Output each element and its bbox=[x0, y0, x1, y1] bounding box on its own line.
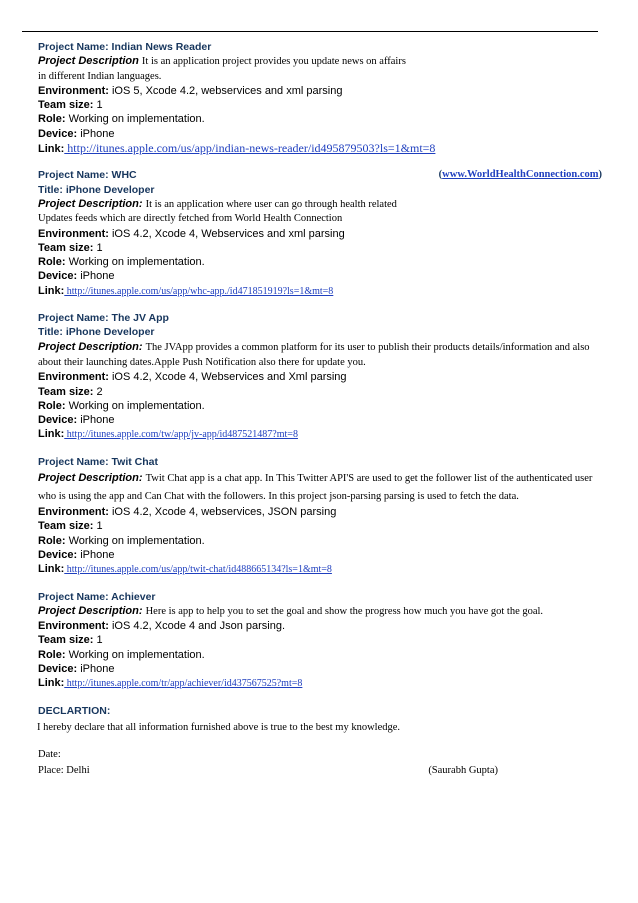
declaration-section bbox=[38, 704, 602, 779]
website-link-wrap: (www.WorldHealthConnection.com) bbox=[438, 169, 602, 181]
website-link[interactable]: www.WorldHealthConnection.com bbox=[442, 169, 599, 181]
project-link: Link: http://itunes.apple.com/tw/app/jv-app/id487521487?mt=8 bbox=[38, 428, 298, 441]
signature: (Saurabh Gupta) bbox=[428, 764, 498, 776]
project-team-size: Team size: 2 bbox=[38, 385, 103, 398]
declaration-heading: DECLARTION: bbox=[38, 704, 111, 717]
project-team-size: Team size: 1 bbox=[38, 520, 103, 533]
date-label: Date: bbox=[38, 748, 61, 760]
project-description: Project Description: Twit Chat app is a chat app. In This Twitter API'S are used to get the follower list of the authenticated user bbox=[38, 472, 593, 485]
project-role: Role: Working on implementation. bbox=[38, 648, 205, 661]
project-device: Device: iPhone bbox=[38, 662, 115, 675]
project-title: Title: iPhone Developer bbox=[38, 326, 155, 339]
project-team-size: Team size: 1 bbox=[38, 634, 103, 647]
project-role: Role: Working on implementation. bbox=[38, 399, 205, 412]
project-description: Project Description: Here is app to help you to set the goal and show the progress how much you have got the goal. bbox=[38, 604, 544, 617]
project-indian-news-reader bbox=[38, 40, 602, 156]
project-link: Link: http://itunes.apple.com/tr/app/achiever/id437567525?mt=8 bbox=[38, 677, 303, 690]
project-name: Project Name: Achiever bbox=[38, 590, 156, 603]
project-achiever bbox=[38, 590, 602, 692]
project-environment: Environment: iOS 4.2, Xcode 4, Webservices and Xml parsing bbox=[38, 371, 347, 384]
project-jv-app bbox=[38, 311, 602, 443]
project-role: Role: Working on implementation. bbox=[38, 113, 205, 126]
top-rule bbox=[22, 31, 598, 32]
project-name: Project Name: Indian News Reader bbox=[38, 41, 212, 53]
project-description-cont: who is using the app and Can Chat with the followers. In this project json-parsing parsing is used to fetch the data. bbox=[38, 491, 519, 503]
project-twit-chat bbox=[38, 455, 602, 578]
project-link: Link: http://itunes.apple.com/us/app/twit-chat/id488665134?ls=1&mt=8 bbox=[38, 563, 332, 576]
project-description: Project Description: The JVApp provides a common platform for its user to publish their products details/information and also about their launching dates.Apple Push Notification also there for update you. bbox=[38, 340, 590, 368]
project-name: Project Name: The JV App bbox=[38, 312, 169, 325]
project-device: Device: iPhone bbox=[38, 414, 115, 427]
project-device: Device: iPhone bbox=[38, 270, 115, 283]
project-link: Link: http://itunes.apple.com/us/app/indian-news-reader/id495879503?ls=1&mt=8 bbox=[38, 141, 436, 156]
project-role: Role: Working on implementation. bbox=[38, 256, 205, 269]
project-environment: Environment: iOS 4.2, Xcode 4 and Json parsing. bbox=[38, 620, 286, 633]
declaration-text: I hereby declare that all information furnished above is true to the best my knowledge. bbox=[37, 721, 401, 733]
project-description-cont: in different Indian languages. bbox=[38, 70, 162, 82]
project-device: Device: iPhone bbox=[38, 127, 115, 140]
project-role: Role: Working on implementation. bbox=[38, 534, 205, 547]
place-label: Place: Delhi bbox=[38, 764, 90, 776]
project-name: Project Name: WHC (www.WorldHealthConnection.com) bbox=[38, 169, 602, 182]
project-team-size: Team size: 1 bbox=[38, 241, 103, 254]
project-environment: Environment: iOS 4.2, Xcode 4, Webservices and xml parsing bbox=[38, 227, 345, 240]
project-link: Link: http://itunes.apple.com/us/app/whc-app./id471851919?ls=1&mt=8 bbox=[38, 284, 334, 297]
project-title: Title: iPhone Developer bbox=[38, 183, 155, 196]
project-whc bbox=[38, 168, 602, 299]
app-store-link[interactable]: http://itunes.apple.com/us/app/indian-news-reader/id495879503?ls=1&mt=8 bbox=[64, 141, 436, 156]
project-device: Device: iPhone bbox=[38, 548, 115, 561]
app-store-link[interactable]: http://itunes.apple.com/tr/app/achiever/id437567525?mt=8 bbox=[64, 678, 303, 690]
resume-page bbox=[38, 40, 602, 779]
project-description: Project Description: It is an application where user can go through health related bbox=[38, 197, 397, 210]
date-place-block bbox=[38, 747, 602, 779]
project-environment: Environment: iOS 5, Xcode 4.2, webservices and xml parsing bbox=[38, 84, 343, 97]
app-store-link[interactable]: http://itunes.apple.com/us/app/twit-chat/id488665134?ls=1&mt=8 bbox=[64, 564, 332, 576]
project-description: Project Description It is an application project provides you update news on affairs bbox=[38, 55, 406, 68]
app-store-link[interactable]: http://itunes.apple.com/us/app/whc-app./id471851919?ls=1&mt=8 bbox=[64, 285, 334, 297]
project-environment: Environment: iOS 4.2, Xcode 4, webservices, JSON parsing bbox=[38, 506, 337, 519]
app-store-link[interactable]: http://itunes.apple.com/tw/app/jv-app/id487521487?mt=8 bbox=[64, 429, 298, 441]
project-team-size: Team size: 1 bbox=[38, 99, 103, 112]
project-description-cont: Updates feeds which are directly fetched from World Health Connection bbox=[38, 213, 343, 225]
project-name: Project Name: Twit Chat bbox=[38, 455, 158, 468]
